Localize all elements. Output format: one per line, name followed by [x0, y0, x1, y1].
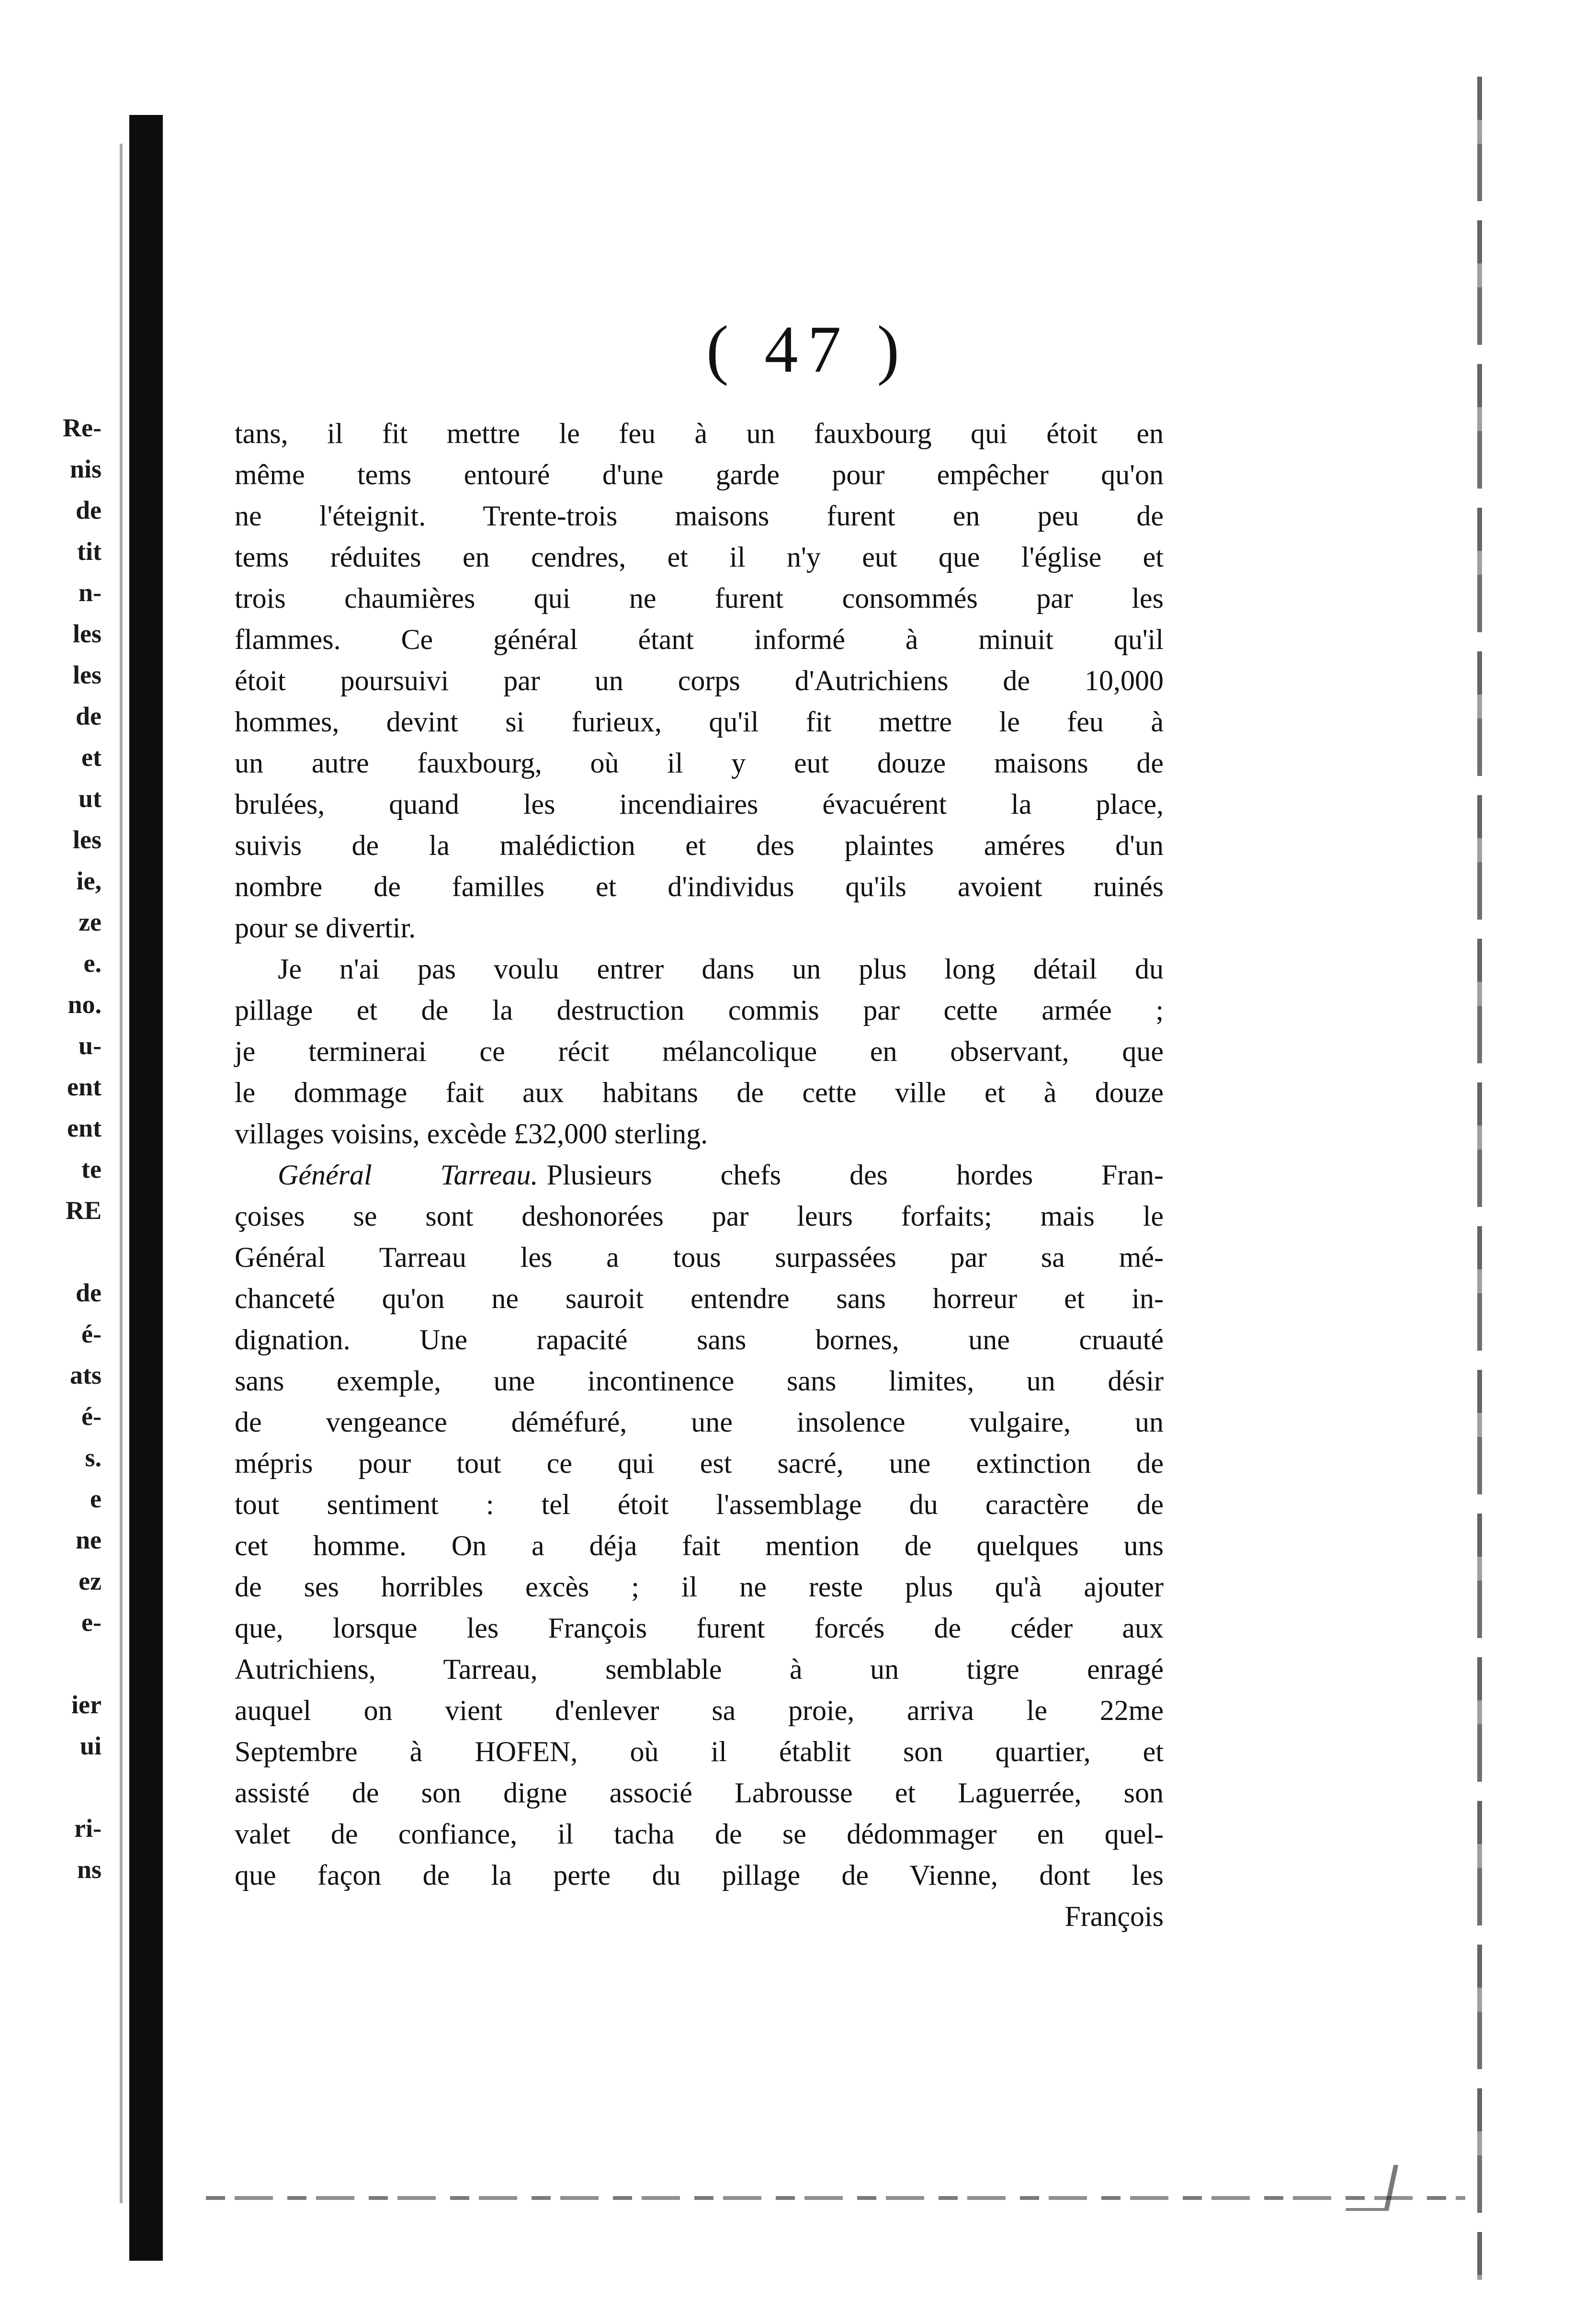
bleed-fragment: no.: [68, 990, 102, 1019]
bleed-fragment: ie,: [76, 866, 102, 895]
text-line: pillage et de la destruction commis par cette armée ;: [235, 994, 1164, 1026]
bleed-fragment: ui: [79, 1731, 102, 1760]
bleed-fragment: s.: [85, 1443, 102, 1472]
facing-page-bleed-through: [0, 407, 115, 1890]
text-line: Autrichiens, Tarreau, semblable à un tigre enragé: [235, 1653, 1164, 1685]
bleed-fragment: et: [81, 743, 102, 772]
text-line: tans, il fit mettre le feu à un fauxbourg qui étoit en: [235, 418, 1164, 449]
bleed-fragment: ut: [78, 784, 102, 813]
text-line: que façon de la perte du pillage de Vienne, dont les: [235, 1859, 1164, 1891]
text-line: je terminerai ce récit mélancolique en observant, que: [235, 1036, 1164, 1067]
bleed-fragment: de: [76, 496, 102, 524]
bleed-fragment: te: [81, 1155, 102, 1184]
text-line: étoit poursuivi par un corps d'Autrichiens de 10,000: [235, 665, 1164, 696]
text-line: flammes. Ce général étant informé à minuit qu'il: [235, 624, 1164, 655]
binding-shadow: [120, 144, 123, 2203]
bleed-fragment: [0, 1766, 115, 1808]
text-line: tems réduites en cendres, et il n'y eut que l'église et: [235, 541, 1164, 573]
bleed-fragment: ri-: [74, 1814, 102, 1843]
bleed-fragment: de: [76, 702, 102, 730]
bleed-fragment: e.: [83, 949, 102, 978]
page-edge-bottom: [206, 2196, 1465, 2200]
text-line: de ses horribles excès ; il ne reste plus qu'à ajouter: [235, 1571, 1164, 1603]
text-line: [235, 1154, 1164, 1196]
text-line: villages voisins, excède £32,000 sterling.: [235, 1118, 708, 1150]
bleed-fragment: les: [73, 825, 102, 854]
body-text: [235, 413, 1164, 1937]
text-line: ne l'éteignit. Trente-trois maisons furent en peu de: [235, 500, 1164, 532]
bleed-fragment: tit: [77, 537, 102, 566]
text-line: même tems entouré d'une garde pour empêcher qu'on: [235, 459, 1164, 490]
text-line: tout sentiment : tel étoit l'assemblage du caractère de: [235, 1489, 1164, 1520]
bleed-fragment: ent: [67, 1114, 102, 1142]
text-line: mépris pour tout ce qui est sacré, une extinction de: [235, 1447, 1164, 1479]
bleed-fragment: [0, 1231, 115, 1272]
text-line: trois chaumières qui ne furent consommés par les: [235, 582, 1164, 614]
text-line: de vengeance déméfuré, une insolence vulgaire, un: [235, 1406, 1164, 1438]
text-line: Général Tarreau les a tous surpassées par sa mé-: [235, 1241, 1164, 1273]
text-line: chanceté qu'on ne sauroit entendre sans horreur et in-: [235, 1283, 1164, 1314]
bleed-fragment: ent: [67, 1072, 102, 1101]
text-line: çoises se sont deshonorées par leurs forfaits; mais le: [235, 1200, 1164, 1232]
text-line: suivis de la malédiction et des plaintes améres d'un: [235, 830, 1164, 861]
bleed-fragment: les: [73, 619, 102, 648]
bleed-fragment: ez: [79, 1567, 102, 1595]
page-number: ( 47 ): [706, 312, 909, 387]
text-line: dignation. Une rapacité sans bornes, une cruauté: [235, 1324, 1164, 1355]
bleed-fragment: u-: [78, 1031, 102, 1060]
bleed-fragment: ier: [71, 1690, 102, 1719]
bleed-fragment: e-: [81, 1608, 102, 1637]
bleed-fragment: nis: [69, 455, 102, 483]
text-line: brulées, quand les incendiaires évacuérent la place,: [235, 788, 1164, 820]
catchword: François: [1064, 1901, 1164, 1932]
binding-gutter: [129, 115, 163, 2261]
text-line: Je n'ai pas voulu entrer dans un plus long détail du: [278, 953, 1164, 985]
text-line: le dommage fait aux habitans de cette ville et à douze: [235, 1077, 1164, 1108]
text-line: cet homme. On a déja fait mention de quelques uns: [235, 1530, 1164, 1561]
bleed-fragment: les: [73, 660, 102, 689]
bleed-fragment: Re-: [63, 413, 102, 442]
text-line: Septembre à HOFEN, où il établit son quartier, et: [235, 1736, 1164, 1767]
bleed-fragment: e: [90, 1484, 102, 1513]
bleed-fragment: ne: [76, 1526, 102, 1554]
bleed-fragment: [0, 1643, 115, 1684]
section-heading: Général Tarreau.: [278, 1159, 538, 1191]
text-line: auquel on vient d'enlever sa proie, arriva le 22me: [235, 1695, 1164, 1726]
text-line: un autre fauxbourg, où il y eut douze maisons de: [235, 747, 1164, 779]
bleed-fragment: é-: [81, 1320, 102, 1348]
text-line-content: Plusieurs chefs des hordes Fran-: [546, 1159, 1164, 1191]
bleed-fragment: é-: [81, 1402, 102, 1431]
page-edge-right: [1477, 77, 1482, 2280]
bleed-fragment: de: [76, 1278, 102, 1307]
bleed-fragment: ze: [79, 908, 102, 936]
text-line: nombre de familles et d'individus qu'ils avoient ruinés: [235, 871, 1164, 902]
bleed-fragment: ats: [70, 1361, 102, 1389]
bleed-fragment: ns: [77, 1855, 102, 1884]
bleed-fragment: n-: [78, 578, 102, 607]
text-line: que, lorsque les François furent forcés de céder aux: [235, 1612, 1164, 1644]
text-line: hommes, devint si furieux, qu'il fit mettre le feu à: [235, 706, 1164, 738]
text-line: pour se divertir.: [235, 912, 416, 944]
text-line: assisté de son digne associé Labrousse et Laguerrée, son: [235, 1777, 1164, 1809]
page-corner-fold: [1346, 2165, 1398, 2211]
text-line: sans exemple, une incontinence sans limites, un désir: [235, 1365, 1164, 1397]
text-line: valet de confiance, il tacha de se dédommager en quel-: [235, 1818, 1164, 1850]
bleed-fragment: RE: [65, 1196, 102, 1225]
